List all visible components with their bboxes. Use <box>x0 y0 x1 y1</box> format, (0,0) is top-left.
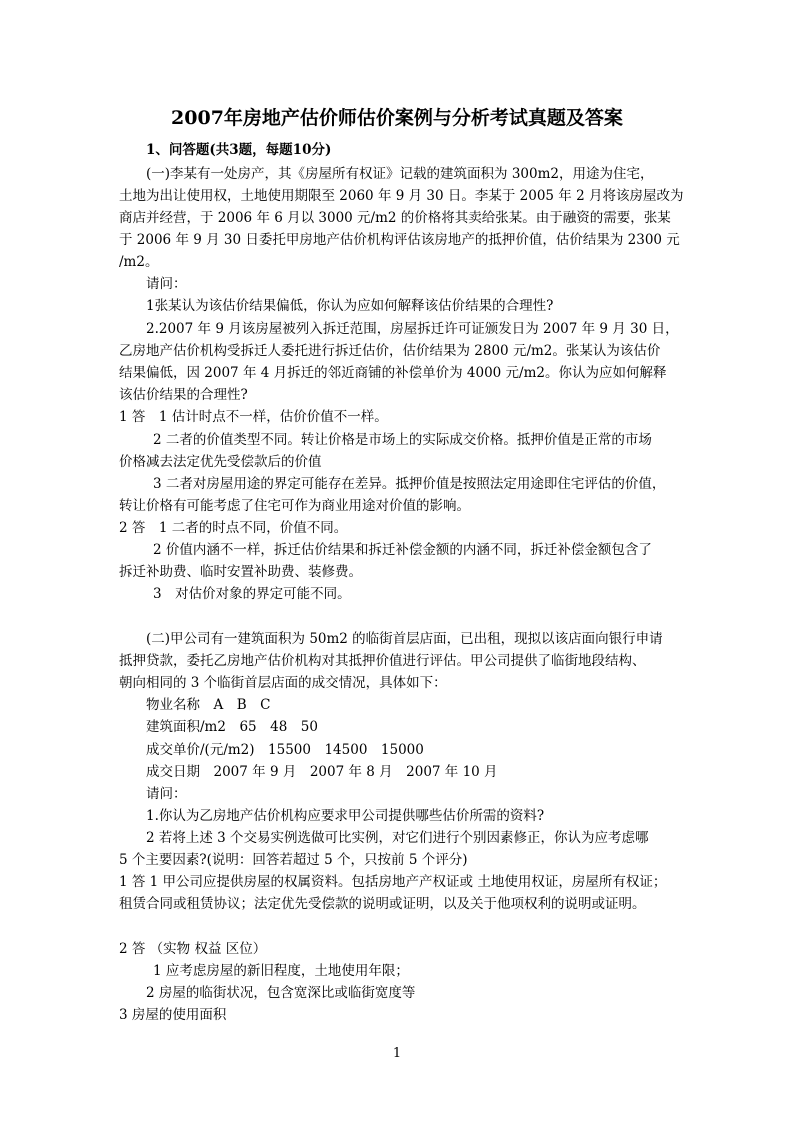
case2-answer-2-line-2: 1 应考虑房屋的新旧程度，土地使用年限； <box>153 963 409 979</box>
page-number: 1 <box>392 1046 402 1061</box>
case1-line-4: 于 2006 年 9 月 30 日委托甲房地产估价机构评估该房地产的抵押价值，估价结果为 2300 元 <box>119 232 680 248</box>
case2-ask: 请问： <box>146 786 187 802</box>
case1-question-1: 1张某认为该估价结果偏低，你认为应如何解释该估价结果的合理性? <box>146 298 554 314</box>
case2-answer-2-line-3: 2 房屋的临街状况，包含宽深比或临街宽度等 <box>146 985 416 1001</box>
case1-line-1: (一)李某有一处房产，其《房屋所有权证》记载的建筑面积为 300m2，用途为住宅， <box>146 166 654 182</box>
case2-question-2-line-2: 5 个主要因素?(说明：回答若超过 5 个，只按前 5 个评分) <box>119 852 468 868</box>
case2-question-2-line-1: 2 若将上述 3 个交易实例选做可比实例，对它们进行个别因素修正，你认为应考虑哪 <box>146 830 649 846</box>
case1-question-2-line-4: 该估价结果的合理性? <box>119 387 248 403</box>
case2-answer-1-line-2: 租赁合同或租赁协议；法定优先受偿款的说明或证明，以及关于他项权利的说明或证明。 <box>119 896 646 912</box>
case1-question-2-line-3: 结果偏低，因 2007 年 4 月拆迁的邻近商铺的补偿单价为 4000 元/m2。你认为应如何解释 <box>119 365 667 381</box>
case1-answer-1-line-2: 2 二者的价值类型不同。转让价格是市场上的实际成交价格。抵押价值是正常的市场 <box>153 432 652 448</box>
case1-line-2: 土地为出让使用权，土地使用期限至 2060 年 9 月 30 日。李某于 2005 年 2 月将该房屋改为 <box>119 188 684 204</box>
case2-line-3: 朝向相同的 3 个临街首层店面的成交情况，具体如下： <box>119 675 447 691</box>
case2-answer-2-line-1: 2 答 （实物 权益 区位） <box>119 941 267 957</box>
case1-line-5: /m2。 <box>119 254 159 270</box>
case2-line-1: (二)甲公司有一建筑面积为 50m2 的临街首层店面，已出租，现拟以该店面向银行申请 <box>146 631 663 647</box>
case2-answer-1-line-1: 1 答 1 甲公司应提供房屋的权属资料。包括房地产产权证或 土地使用权证，房屋所有权证； <box>119 874 667 890</box>
case2-table-row-name: 物业名称 A B C <box>146 697 271 713</box>
case2-line-2: 抵押贷款，委托乙房地产估价机构对其抵押价值进行评估。甲公司提供了临街地段结构、 <box>119 653 646 669</box>
case1-answer-1-line-5: 转让价格有可能考虑了住宅可作为商业用途对价值的影响。 <box>119 498 470 514</box>
case1-answer-2-line-1: 2 答 1 二者的时点不同，价值不同。 <box>119 520 348 536</box>
case1-answer-2-line-4: 3 对估价对象的界定可能不同。 <box>153 586 351 602</box>
case1-answer-2-line-2: 2 价值内涵不一样，拆迁估价结果和拆迁补偿金额的内涵不同，拆迁补偿金额包含了 <box>153 542 652 558</box>
case2-answer-2-line-4: 3 房屋的使用面积 <box>119 1007 227 1023</box>
case2-table-row-area: 建筑面积/m2 65 48 50 <box>146 719 318 735</box>
case1-ask: 请问： <box>146 276 187 292</box>
case1-answer-1-line-1: 1 答 1 估计时点不一样，估价价值不一样。 <box>119 409 388 425</box>
case1-question-2-line-1: 2.2007 年 9 月该房屋被列入拆迁范围，房屋拆迁许可证颁发日为 2007 年 9 月 30 日， <box>146 321 679 337</box>
case2-question-1: 1.你认为乙房地产估价机构应要求甲公司提供哪些估价所需的资料? <box>146 808 545 824</box>
case2-table-row-date: 成交日期 2007 年 9 月 2007 年 8 月 2007 年 10 月 <box>146 764 498 780</box>
case1-answer-1-line-3: 价格减去法定优先受偿款后的价值 <box>119 454 322 470</box>
case1-line-3: 商店并经营，于 2006 年 6 月以 3000 元/m2 的价格将其卖给张某。由于融资的需要，张某 <box>119 210 671 226</box>
case2-table-row-price: 成交单价/(元/m2) 15500 14500 15000 <box>146 742 424 758</box>
section-heading: 1、问答题(共3题，每题10分) <box>146 142 332 158</box>
case1-question-2-line-2: 乙房地产估价机构受拆迁人委托进行拆迁估价，估价结果为 2800 元/m2。张某认为该估价 <box>119 343 661 359</box>
case1-answer-1-line-4: 3 二者对房屋用途的界定可能存在差异。抵押价值是按照法定用途即住宅评估的价值， <box>153 476 666 492</box>
document-title: 2007年房地产估价师估价案例与分析考试真题及答案 <box>171 107 623 129</box>
case1-answer-2-line-3: 拆迁补助费、临时安置补助费、装修费。 <box>119 564 362 580</box>
